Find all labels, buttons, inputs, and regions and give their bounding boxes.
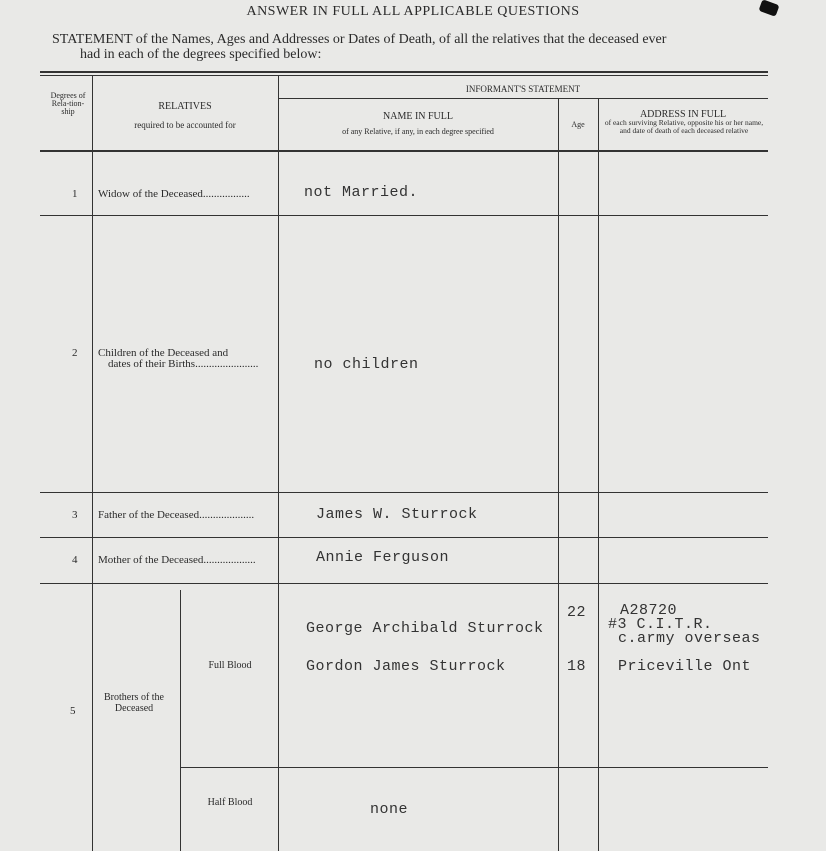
rule [40,75,768,76]
father-name: James W. Sturrock [316,506,478,523]
rule [40,215,768,216]
rule [180,767,768,768]
relatives-subheader: required to be accounted for [134,120,236,130]
address-subheader: of each surviving Relative, opposite his or her name, and date of death of each deceased relative [604,118,764,135]
address-header: ADDRESS IN FULL [639,109,727,120]
rule [40,537,768,538]
brother-2-name: Gordon James Sturrock [306,658,506,675]
degree-3: 3 [72,509,78,521]
half-blood-entry: none [370,801,409,818]
brother-2-age: 18 [567,658,587,675]
brother-2-address: Priceville Ont [618,658,752,675]
children-name: no children [314,356,419,373]
age-header: Age [571,120,585,129]
widow-name: not Married. [304,184,419,201]
rule [278,98,768,99]
relative-children-2: dates of their Births....................... [108,358,259,370]
full-blood-label: Full Blood [208,660,252,671]
rule [278,75,279,851]
degree-4: 4 [72,554,78,566]
rule [598,98,599,851]
brother-1-address-2: #3 C.I.T.R. [608,616,713,633]
rule [40,150,768,152]
mother-name: Annie Ferguson [316,549,450,566]
brother-1-address-1: A28720 [620,602,678,619]
relatives-header: RELATIVES [158,101,212,112]
degree-2: 2 [72,347,78,359]
statement-line-2: had in each of the degrees specified below: [80,47,322,62]
brother-1-address-3: c.army overseas [618,630,761,647]
relative-father: Father of the Deceased.................... [98,509,255,521]
rule [40,71,768,73]
rule [40,492,768,493]
statement-line-1: STATEMENT of the Names, Ages and Addresses or Dates of Death, of all the relatives that the deceased ever [52,32,667,47]
relative-mother: Mother of the Deceased................... [98,554,256,566]
relative-widow: Widow of the Deceased................. [98,188,250,200]
name-subheader: of any Relative, if any, in each degree specified [342,127,494,136]
brother-1-name: George Archibald Sturrock [306,620,544,637]
rule [558,98,559,851]
name-header: NAME IN FULL [383,111,453,122]
degrees-header: Degrees of Rela-tion-ship [50,91,86,116]
informant-header: INFORMANT'S STATEMENT [465,84,581,94]
degree-1: 1 [72,188,78,200]
rule [92,75,93,851]
brothers-label: Brothers of the Deceased [104,692,164,714]
half-blood-label: Half Blood [207,797,253,808]
rule [180,590,181,851]
brother-1-age: 22 [567,604,587,621]
relative-children: Children of the Deceased and [98,347,229,359]
rule [40,583,768,584]
form-title: ANSWER IN FULL ALL APPLICABLE QUESTIONS [246,4,580,19]
degree-5: 5 [70,705,76,717]
